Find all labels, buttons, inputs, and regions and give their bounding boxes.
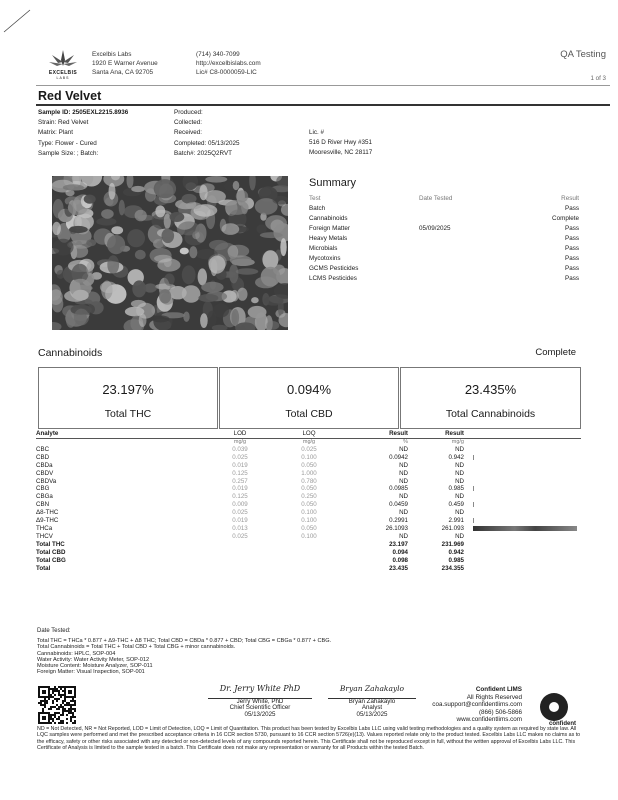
summary-test: Mycotoxins	[309, 254, 341, 262]
analyte-name: CBDa	[36, 461, 53, 469]
signer-1-date: 05/13/2025	[244, 710, 276, 718]
analyte-loq: 0.100	[301, 453, 317, 461]
summary-test: Batch	[309, 204, 326, 212]
logo-subtext: LABS	[56, 76, 70, 80]
sample-info-col2	[174, 108, 239, 159]
analyte-loq: 0.050	[301, 501, 317, 509]
analyte-lod: 0.019	[232, 517, 248, 525]
product-title: Red Velvet	[38, 89, 102, 103]
lab-contact-block	[196, 50, 261, 77]
analyte-result-mg: ND	[455, 493, 464, 501]
analyte-result-mg: ND	[455, 509, 464, 517]
analyte-lod: 0.019	[232, 461, 248, 469]
signature-2-script: Bryan Zahakaylo	[339, 684, 405, 693]
analyte-lod: 0.019	[232, 485, 248, 493]
sample-id: Sample ID: 2505EXL2215.8936	[38, 109, 129, 116]
summary-result: Pass	[565, 234, 579, 242]
confident-logo-text: confident	[549, 721, 576, 727]
total-row	[36, 565, 581, 573]
produced: Produced:	[174, 109, 203, 116]
analyte-loq: 0.050	[301, 485, 317, 493]
unit-loq: mg/g	[302, 438, 316, 445]
note-line: Moisture Content: Moisture Analyzer, SOP-011	[37, 663, 153, 670]
analyte-bar-cell	[467, 462, 581, 470]
analyte-row	[36, 446, 581, 454]
total-result-mg: 234.355	[441, 564, 464, 572]
cannabinoids-status: Complete	[535, 347, 576, 358]
analyte-row	[36, 470, 581, 478]
analyte-lod: 0.009	[232, 501, 248, 509]
analyte-result-pct: 0.0459	[389, 501, 408, 509]
unit-result-pct: %	[403, 438, 408, 445]
cannabis-leaf-icon	[44, 48, 82, 68]
confident-name: Confident LIMS	[475, 686, 522, 693]
analyte-bar-cell	[467, 533, 581, 541]
analyte-bar-cell	[467, 525, 581, 533]
analyte-row	[36, 454, 581, 462]
analyte-result-mg: ND	[455, 461, 464, 469]
analyte-bar	[473, 526, 577, 531]
completed: Completed: 05/13/2025	[174, 139, 240, 147]
excelbis-logo	[44, 48, 82, 78]
confident-lims-block	[432, 686, 522, 724]
lab-phone: (714) 340-7099	[196, 51, 240, 58]
analyte-lod: 0.025	[232, 453, 248, 461]
analyte-row	[36, 462, 581, 470]
analyte-loq: 0.050	[301, 524, 317, 532]
summary-test: GCMS Pesticides	[309, 264, 359, 272]
analyte-row	[36, 493, 581, 501]
total-cannabinoids-box	[400, 367, 581, 429]
analyte-bar-cell	[467, 485, 581, 493]
signer-2-name: Bryan Zahakaylo	[348, 698, 396, 705]
signer-2-date: 05/13/2025	[356, 710, 388, 718]
unit-lod: mg/g	[233, 438, 247, 445]
analyte-bar	[473, 486, 474, 491]
summary-row	[309, 203, 579, 213]
summary-result: Pass	[565, 204, 579, 212]
analyte-loq: 1.000	[301, 469, 317, 477]
analyte-name: CBG	[36, 485, 50, 493]
summary-header-test: Test	[309, 194, 321, 202]
note-line: Water Activity: Water Activity Meter, SOP-012	[37, 656, 150, 663]
total-thc-label: Total THC	[104, 408, 152, 420]
analyte-lod: 0.125	[232, 469, 248, 477]
product-photo	[52, 176, 288, 330]
client-address1: 516 D River Hwy #351	[309, 139, 372, 147]
analyte-name: Δ9-THC	[36, 517, 59, 525]
analyte-result-pct: ND	[399, 477, 408, 485]
analyte-bar-cell	[467, 501, 581, 509]
analyte-loq: 0.050	[301, 461, 317, 469]
signature-block-2	[322, 684, 422, 718]
analyte-loq: 0.025	[301, 445, 317, 453]
client-license: Lic. #	[309, 129, 325, 136]
header-divider	[36, 85, 610, 86]
type: Type: Flower - Cured	[38, 139, 97, 147]
total-name: Total THC	[36, 540, 65, 548]
summary-result: Pass	[565, 244, 579, 252]
summary-test: Heavy Metals	[309, 234, 348, 242]
total-name: Total	[36, 564, 51, 572]
total-cannabinoids-label: Total Cannabinoids	[445, 408, 536, 420]
analyte-lod: 0.025	[232, 509, 248, 517]
header-lod: LOD	[212, 430, 268, 438]
analyte-name: CBC	[36, 445, 50, 453]
analyte-row	[36, 501, 581, 509]
analyte-result-mg: 2.991	[448, 517, 464, 525]
header-analyte: Analyte	[36, 430, 212, 438]
sample-info-col1	[38, 108, 128, 159]
qr-code[interactable]	[38, 686, 76, 724]
summary-row	[309, 273, 579, 283]
analyte-bar	[473, 502, 474, 507]
analyte-bar-cell	[467, 470, 581, 478]
analyte-loq: 0.250	[301, 493, 317, 501]
analyte-lod: 0.013	[232, 524, 248, 532]
total-row	[36, 541, 581, 549]
client-info	[309, 128, 372, 159]
total-result-mg: 0.942	[448, 548, 464, 556]
cannabinoids-table	[36, 430, 581, 572]
analyte-result-pct: 0.0985	[389, 485, 408, 493]
header-result-pct: Result	[350, 430, 412, 438]
total-name: Total CBG	[36, 556, 66, 564]
analyte-bar-cell	[467, 446, 581, 454]
analyte-result-pct: ND	[399, 509, 408, 517]
summary-row	[309, 233, 579, 243]
total-result-pct: 0.098	[392, 556, 408, 564]
analyte-row	[36, 517, 581, 525]
method-notes	[37, 628, 557, 675]
analyte-result-pct: ND	[399, 461, 408, 469]
analyte-lod: 0.025	[232, 532, 248, 540]
summary-test: Foreign Matter	[309, 224, 350, 232]
header-result-mg: Result	[412, 430, 467, 438]
summary-header-result: Result	[561, 194, 579, 202]
total-cbd-label: Total CBD	[285, 408, 333, 420]
confident-website[interactable]: www.confidentlims.com	[456, 716, 522, 724]
analyte-bar	[473, 455, 474, 460]
analyte-bar-cell	[467, 478, 581, 486]
date-tested-label: Date Tested:	[37, 628, 71, 634]
analyte-result-mg: ND	[455, 445, 464, 453]
analyte-name: CBN	[36, 501, 50, 509]
note-line: Total THC = THCa * 0.877 + Δ9-THC + Δ8 THC; Total CBD = CBDa * 0.877 + CBD; Total CBG = CBGa * 0.877 + CBG.	[37, 638, 332, 645]
analyte-result-pct: ND	[399, 445, 408, 453]
summary-date: 05/09/2025	[418, 224, 451, 232]
analyte-bar-cell	[467, 493, 581, 501]
lab-website[interactable]: http://excelbislabs.com	[196, 60, 261, 67]
sample-size: Sample Size: ; Batch:	[38, 149, 99, 157]
summary-date	[419, 253, 519, 263]
disclaimer-footer: ND = Not Detected, NR = Not Reported, LOD = Limit of Detection, LOQ = Limit of Quantitation. This product has been tested by Excelbis Labs LLC using valid testing methodologies and a quality system as required by state law. All LQC samples were performed and met the prescribed acceptance criteria in 16 CCR section 5730, pursuant to 16 CCR section 5726(e)(13). Values reported relate only to the product tested. Excelbis Labs LLC makes no claims as to the efficacy, safety or other risks associated with any detected or non-detected levels of any compounds reported herein. This Certificate shall not be reproduced except in full, without the written approval of Excelbis Labs LLC. This Certificate of Analysis is limited to the sample tested in a batch. This Certificate does not make any representation or warranty for all Products within the tested Batch.	[37, 726, 581, 751]
note-line: Cannabinoids: HPLC, SOP-004	[37, 650, 116, 657]
analyte-result-pct: 0.0942	[389, 453, 408, 461]
total-cannabinoids-value: 23.435%	[464, 382, 517, 397]
summary-row	[309, 213, 579, 223]
confident-phone: (866) 506-5866	[478, 708, 522, 716]
client-address2: Mooresville, NC 28117	[309, 149, 373, 157]
total-result-pct: 0.094	[392, 548, 408, 556]
total-result-mg: 231.969	[441, 540, 464, 548]
batch-number: Batch#: 2025Q2RVT	[174, 149, 232, 157]
summary-header-date: Date Tested	[418, 194, 453, 202]
note-line: Foreign Matter: Visual Inspection, SOP-001	[37, 669, 145, 676]
analyte-bar-cell	[467, 509, 581, 517]
summary-date	[419, 263, 519, 273]
analyte-result-mg: ND	[455, 469, 464, 477]
analyte-result-pct: ND	[399, 493, 408, 501]
total-cbd-box	[219, 367, 399, 429]
analyte-name: CBDV	[36, 469, 54, 477]
summary-test: Microbials	[309, 244, 338, 252]
confident-rights: All Rights Reserved	[466, 693, 522, 701]
analyte-lod: 0.125	[232, 493, 248, 501]
total-name: Total CBD	[36, 548, 66, 556]
signature-block-1	[200, 684, 320, 718]
page-number: 1 of 3	[590, 75, 606, 82]
total-thc-value: 23.197%	[102, 382, 154, 397]
summary-row	[309, 223, 579, 233]
summary-date	[419, 273, 519, 283]
summary-date	[419, 243, 519, 253]
signer-1-name: Jerry White, PhD	[236, 698, 284, 705]
signer-2-title: Analyst	[361, 704, 383, 712]
analyte-row	[36, 509, 581, 517]
analyte-result-mg: 0.459	[448, 501, 464, 509]
total-row	[36, 557, 581, 565]
analyte-row	[36, 485, 581, 493]
lab-address-block	[92, 50, 158, 77]
cannabinoids-title: Cannabinoids	[38, 347, 103, 359]
analyte-bar	[473, 518, 474, 523]
analyte-row	[36, 533, 581, 541]
analyte-loq: 0.100	[301, 517, 317, 525]
summary-result: Complete	[552, 214, 579, 222]
summary-test: Cannabinoids	[309, 214, 348, 222]
analyte-result-mg: 0.942	[448, 453, 464, 461]
analyte-result-pct: ND	[399, 532, 408, 540]
analyte-loq: 0.100	[301, 509, 317, 517]
logo-text: EXCELBIS	[48, 70, 78, 76]
matrix: Matrix: Plant	[38, 129, 73, 137]
analyte-loq: 0.780	[301, 477, 317, 485]
analyte-result-pct: 26.1093	[385, 524, 408, 532]
lab-address-line2: Santa Ana, CA 92705	[92, 69, 154, 76]
analyte-result-mg: ND	[455, 532, 464, 540]
analyte-bar-cell	[467, 517, 581, 525]
unit-result-mg: mg/g	[451, 438, 464, 445]
title-divider	[36, 104, 610, 106]
summary-date	[419, 213, 519, 223]
qa-testing-label: QA Testing	[560, 49, 606, 60]
summary-result: Pass	[565, 224, 579, 232]
summary-date	[419, 203, 519, 213]
note-line: Total Cannabinoids = Total THC + Total CBD + Total CBG + minor cannabinoids.	[37, 644, 236, 651]
total-cbd-value: 0.094%	[286, 382, 332, 397]
total-thc-box	[38, 367, 218, 429]
analyte-lod: 0.257	[232, 477, 248, 485]
scan-corner-mark	[2, 4, 42, 34]
signature-1-script: Dr. Jerry White PhD	[219, 684, 301, 693]
summary-row	[309, 263, 579, 273]
summary-row	[309, 243, 579, 253]
total-result-pct: 23.197	[389, 540, 408, 548]
analyte-result-mg: 261.093	[441, 524, 464, 532]
total-result-mg: 0.985	[448, 556, 464, 564]
confident-logo-icon	[540, 693, 568, 721]
analyte-row	[36, 478, 581, 486]
total-row	[36, 549, 581, 557]
analyte-name: THCa	[36, 524, 53, 532]
analyte-result-mg: ND	[455, 477, 464, 485]
analyte-name: CBGa	[36, 493, 53, 501]
analyte-bar-cell	[467, 454, 581, 462]
analyte-row	[36, 525, 581, 533]
summary-result: Pass	[565, 274, 579, 282]
summary-result: Pass	[565, 254, 579, 262]
analyte-result-mg: 0.985	[448, 485, 464, 493]
summary-table	[309, 193, 579, 283]
analyte-result-pct: 0.2991	[389, 517, 408, 525]
signer-1-title: Chief Scientific Officer	[229, 704, 291, 712]
collected: Collected:	[174, 119, 203, 127]
lab-name: Excelbis Labs	[92, 51, 132, 58]
summary-test: LCMS Pesticides	[309, 274, 357, 282]
header-loq: LOQ	[268, 430, 350, 438]
summary-row	[309, 253, 579, 263]
confident-email[interactable]: coa.support@confidentlims.com	[432, 701, 522, 709]
analyte-lod: 0.039	[232, 445, 248, 453]
received: Received:	[174, 129, 203, 137]
lab-address-line1: 1920 E Warner Avenue	[92, 60, 158, 67]
total-result-pct: 23.435	[389, 564, 408, 572]
analyte-loq: 0.100	[301, 532, 317, 540]
summary-date	[419, 233, 519, 243]
summary-result: Pass	[565, 264, 579, 272]
lab-license: Lic# C8-0000059-LIC	[196, 69, 257, 76]
analyte-name: CBDVa	[36, 477, 57, 485]
analyte-name: Δ8-THC	[36, 509, 59, 517]
analyte-name: THCV	[36, 532, 53, 540]
analyte-name: CBD	[36, 453, 50, 461]
analyte-result-pct: ND	[399, 469, 408, 477]
summary-title: Summary	[309, 177, 357, 189]
strain: Strain: Red Velvet	[38, 119, 89, 127]
